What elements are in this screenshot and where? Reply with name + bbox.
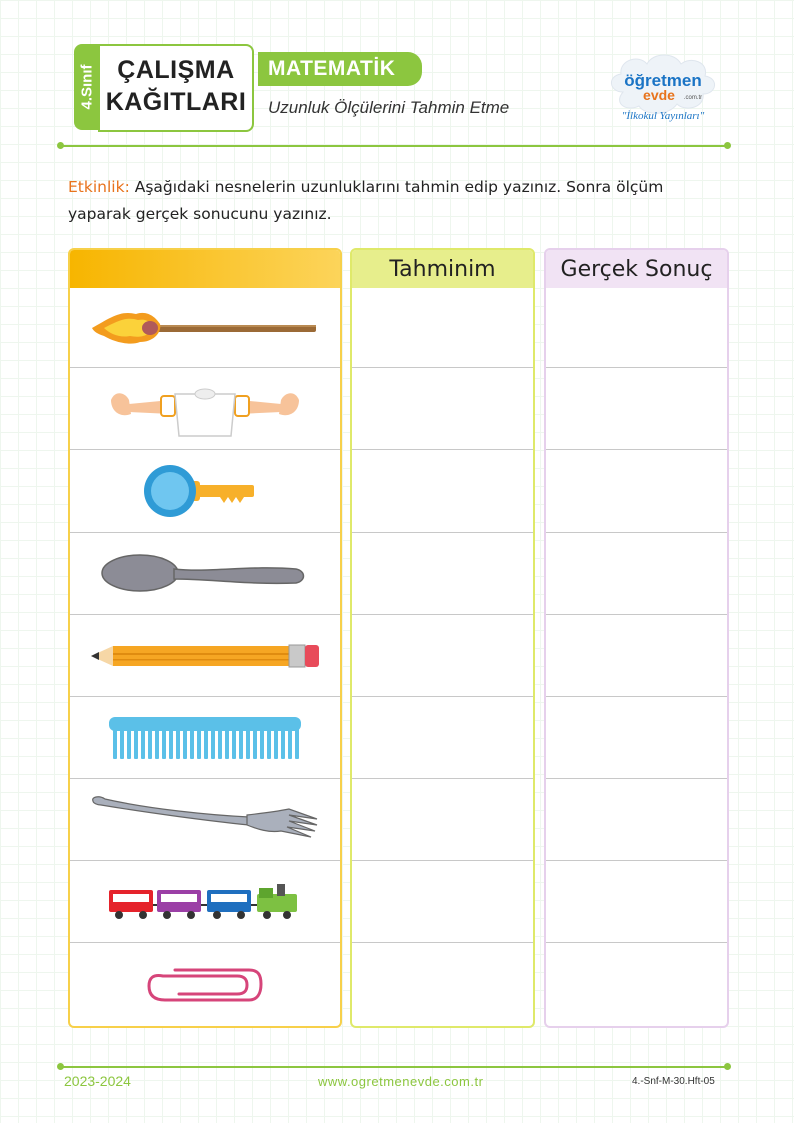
activity-instruction (68, 174, 708, 228)
train-icon (107, 882, 303, 922)
divider-dot (724, 1063, 731, 1070)
logo-tagline: "İlkokul Yayınları" (621, 110, 705, 122)
key-icon (140, 461, 270, 521)
publisher-logo (605, 48, 721, 126)
row-divider (352, 367, 533, 368)
estimate-column (350, 248, 535, 1028)
divider-dot (57, 142, 64, 149)
divider-dot (724, 142, 731, 149)
paperclip-icon (145, 966, 265, 1006)
actual-result-column (544, 248, 729, 1028)
table-row (70, 288, 340, 367)
row-divider (352, 449, 533, 450)
grade-label: 4.Sınıf (78, 64, 96, 110)
table-row (70, 615, 340, 696)
row-divider (546, 942, 727, 943)
subject-badge: MATEMATİK (258, 52, 422, 86)
row-divider (546, 532, 727, 533)
row-divider (352, 778, 533, 779)
logo-text-2: evde (643, 87, 675, 103)
logo-domain: .com.tr (683, 95, 703, 101)
table-row (70, 861, 340, 942)
document-code: 4.-Snf-M-30.Hft-05 (632, 1076, 715, 1087)
school-year: 2023-2024 (64, 1073, 131, 1089)
logo-text-1: öğretmen (624, 71, 702, 90)
row-divider (546, 860, 727, 861)
table-row (70, 450, 340, 532)
activity-text: Aşağıdaki nesnelerin uzunluklarını tahmin edip yazınız. Sonra ölçüm yaparak gerçek sonucunu yazınız. (68, 178, 664, 223)
row-divider (546, 614, 727, 615)
table-row (70, 368, 340, 449)
arm-span-icon (105, 378, 305, 440)
row-divider (546, 778, 727, 779)
header-divider (60, 145, 728, 147)
worksheet-title (98, 44, 254, 132)
comb-icon (107, 715, 303, 761)
actual-result-column-header: Gerçek Sonuç (546, 250, 727, 288)
matchstick-icon (90, 308, 320, 348)
row-divider (352, 532, 533, 533)
row-divider (352, 942, 533, 943)
footer-divider (60, 1066, 728, 1068)
title-line-2: KAĞITLARI (105, 88, 247, 116)
row-divider (546, 696, 727, 697)
estimate-column-header: Tahminim (352, 250, 533, 288)
table-row (70, 533, 340, 614)
row-divider (546, 449, 727, 450)
row-divider (352, 614, 533, 615)
title-line-1: ÇALIŞMA (117, 56, 235, 84)
objects-column-header (70, 250, 340, 288)
row-divider (352, 860, 533, 861)
table-row (70, 779, 340, 860)
activity-label: Etkinlik: (68, 178, 130, 196)
fork-icon (89, 795, 321, 845)
table-row (70, 697, 340, 778)
pencil-icon (89, 641, 321, 671)
topic-title: Uzunluk Ölçülerini Tahmin Etme (268, 98, 510, 117)
table-row (70, 943, 340, 1028)
grade-tab (74, 44, 100, 130)
row-divider (352, 696, 533, 697)
row-divider (546, 367, 727, 368)
website-link[interactable]: www.ogretmenevde.com.tr (318, 1074, 484, 1089)
objects-column (68, 248, 342, 1028)
divider-dot (57, 1063, 64, 1070)
spoon-icon (100, 549, 310, 599)
